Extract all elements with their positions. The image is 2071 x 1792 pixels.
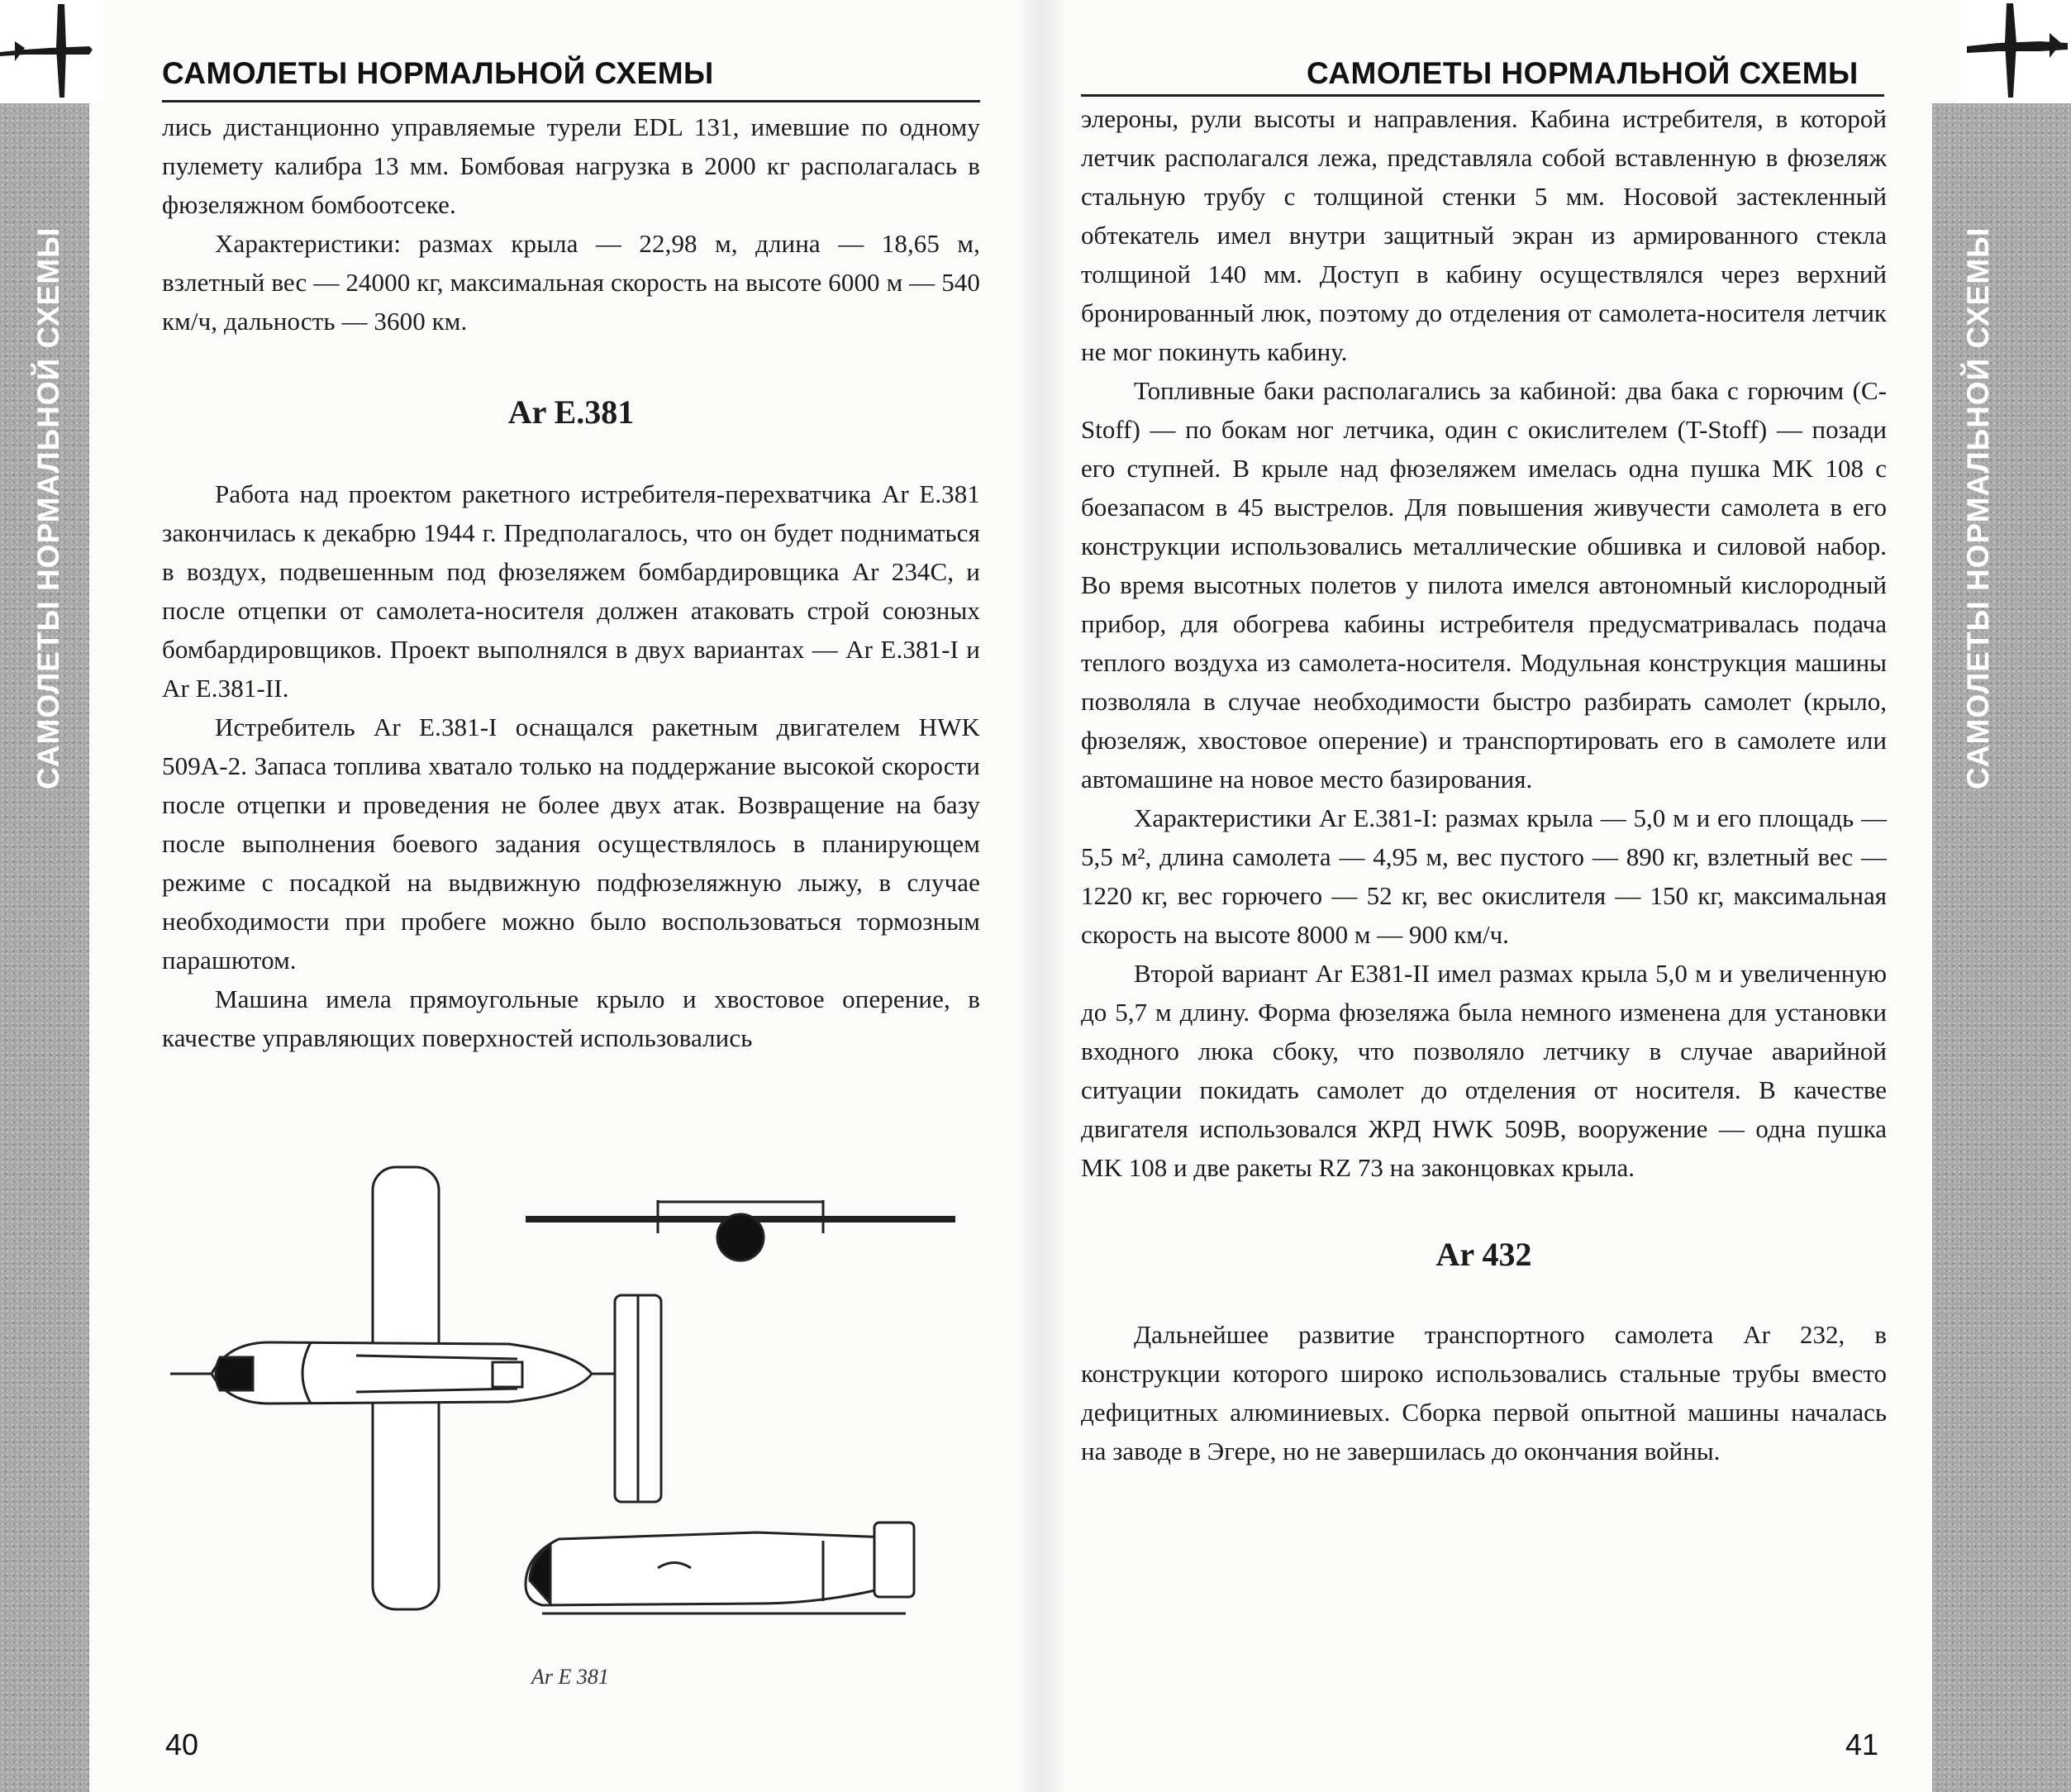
side-label-left: САМОЛЕТЫ НОРМАЛЬНОЙ СХЕМЫ: [31, 226, 65, 789]
side-label-right: САМОЛЕТЫ НОРМАЛЬНОЙ СХЕМЫ: [1961, 226, 1995, 789]
paragraph: Работа над проектом ракетного истребителя-перехватчика Ar E.381 закончилась к декабрю 1944 г. Предполагалось, что он будет подниматься в воздух, подвешенным под фюзеляжем бомбардировщика Ar 234C, и после отцепки от самолета-носителя должен атаковать строй союзных бомбардировщиков. Проект выполнялся в двух вариантах — Ar E.381-I и Ar E.381-II.: [162, 479, 980, 703]
side-strip-left: [0, 103, 89, 1792]
running-head-left: САМОЛЕТЫ НОРМАЛЬНОЙ СХЕМЫ: [162, 56, 714, 90]
airplane-icon-right: [1959, 0, 2071, 103]
paragraph: лись дистанционно управляемые турели EDL 131, имевшие по одному пулемету калибра 13 мм. Бомбовая нагрузка в 2000 кг располагалась в фюзеляжном бомбоотсеке.: [162, 112, 980, 219]
section-heading-ar-432: Ar 432: [1435, 1236, 1532, 1273]
paragraph: Истребитель Ar E.381-I оснащался ракетным двигателем HWK 509A-2. Запаса топлива хватало только на поддержание высокой скорости после отцепки и проведения не более двух атак. Возвращение на базу после выполнения боевого задания осуществлялось в планирующем режиме с посадкой на выдвижную подфюзеляжную лыжу, в случае необходимости при пробеге можно было воспользоваться тормозным парашютом.: [162, 713, 980, 975]
paragraph: Характеристики: размах крыла — 22,98 м, длина — 18,65 м, взлетный вес — 24000 кг, максимальная скорость на высоте 6000 м — 540 км/ч, дальность — 3600 км.: [162, 229, 980, 336]
paragraph: Топливные баки располагались за кабиной: два бака с горючим (C-Stoff) — по бокам ног летчика, один с окислителем (T-Stoff) — позади его ступней. В крыле над фюзеляжем имелась одна пушка MK 108 с боезапасом в 45 выстрелов. Для повышения живучести самолета в его конструкции использовались металлические обшивка и силовой набор. Во время высотных полетов у пилота имелся автономный кислородный прибор, для обогрева кабины истребителя предусматривалась подача теплого воздуха из самолета-носителя. Модульная конструкция машины позволяла в случае необходимости быстро разбирать самолет (крыло, фюзеляж, хвостовое оперение) и транспортировать его в самолете или автомашине на новое место базирования.: [1081, 376, 1887, 794]
paragraph: Дальнейшее развитие транспортного самолета Ar 232, в конструкции которого широко использовались стальные трубы вместо дефицитных алюминиевых. Сборка первой опытной машины началась на заводе в Эгере, но не завершилась до окончания войны.: [1081, 1320, 1887, 1466]
paragraph: Машина имела прямоугольные крыло и хвостовое оперение, в качестве управляющих поверхностей использовались: [162, 984, 980, 1052]
left-text-column: [162, 107, 980, 1057]
page-gutter: [1016, 0, 1066, 1792]
aircraft-drawing: [162, 1151, 980, 1663]
paragraph: Характеристики Ar E.381-I: размах крыла — 5,0 м и его площадь — 5,5 м², длина самолета — 4,95 м, вес пустого — 890 кг, взлетный вес — 1220 кг, вес горючего — 52 кг, вес окислителя — 150 кг, максимальная скорость на высоте 8000 м — 900 км/ч.: [1081, 803, 1887, 949]
page-number-left: 40: [165, 1728, 199, 1761]
side-strip-right: [1932, 103, 2071, 1792]
header-rule-left: [162, 100, 980, 102]
running-head-right: САМОЛЕТЫ НОРМАЛЬНОЙ СХЕМЫ: [1307, 56, 1859, 90]
right-text-column: [1081, 99, 1887, 1470]
paragraph: элероны, рули высоты и направления. Кабина истребителя, в которой летчик располагался лежа, представляла собой вставленную в фюзеляж стальную трубу с толщиной стенки 5 мм. Носовой застекленный обтекатель имел внутри защитный экран из армированного стекла толщиной 140 мм. Доступ в кабину осуществлялся через верхний бронированный люк, поэтому до отделения от самолета-носителя летчик не мог покинуть кабину.: [1081, 104, 1887, 366]
airplane-icon-left: [0, 0, 103, 103]
paragraph: Второй вариант Ar E381-II имел размах крыла 5,0 м и увеличенную до 5,7 м длину. Форма фюзеляжа была немного изменена для установки входного люка сбоку, что позволяло летчику в случае аварийной ситуации покидать самолет до отделения от носителя. В качестве двигателя использовался ЖРД HWK 509B, вооружение — одна пушка MK 108 и две ракеты RZ 73 на законцовках крыла.: [1081, 959, 1887, 1182]
section-heading-ar-e381: Ar E.381: [507, 393, 635, 431]
figure-caption: Ar E 381: [531, 1665, 609, 1689]
page-number-right: 41: [1845, 1728, 1879, 1761]
header-rule-right: [1081, 94, 1884, 97]
